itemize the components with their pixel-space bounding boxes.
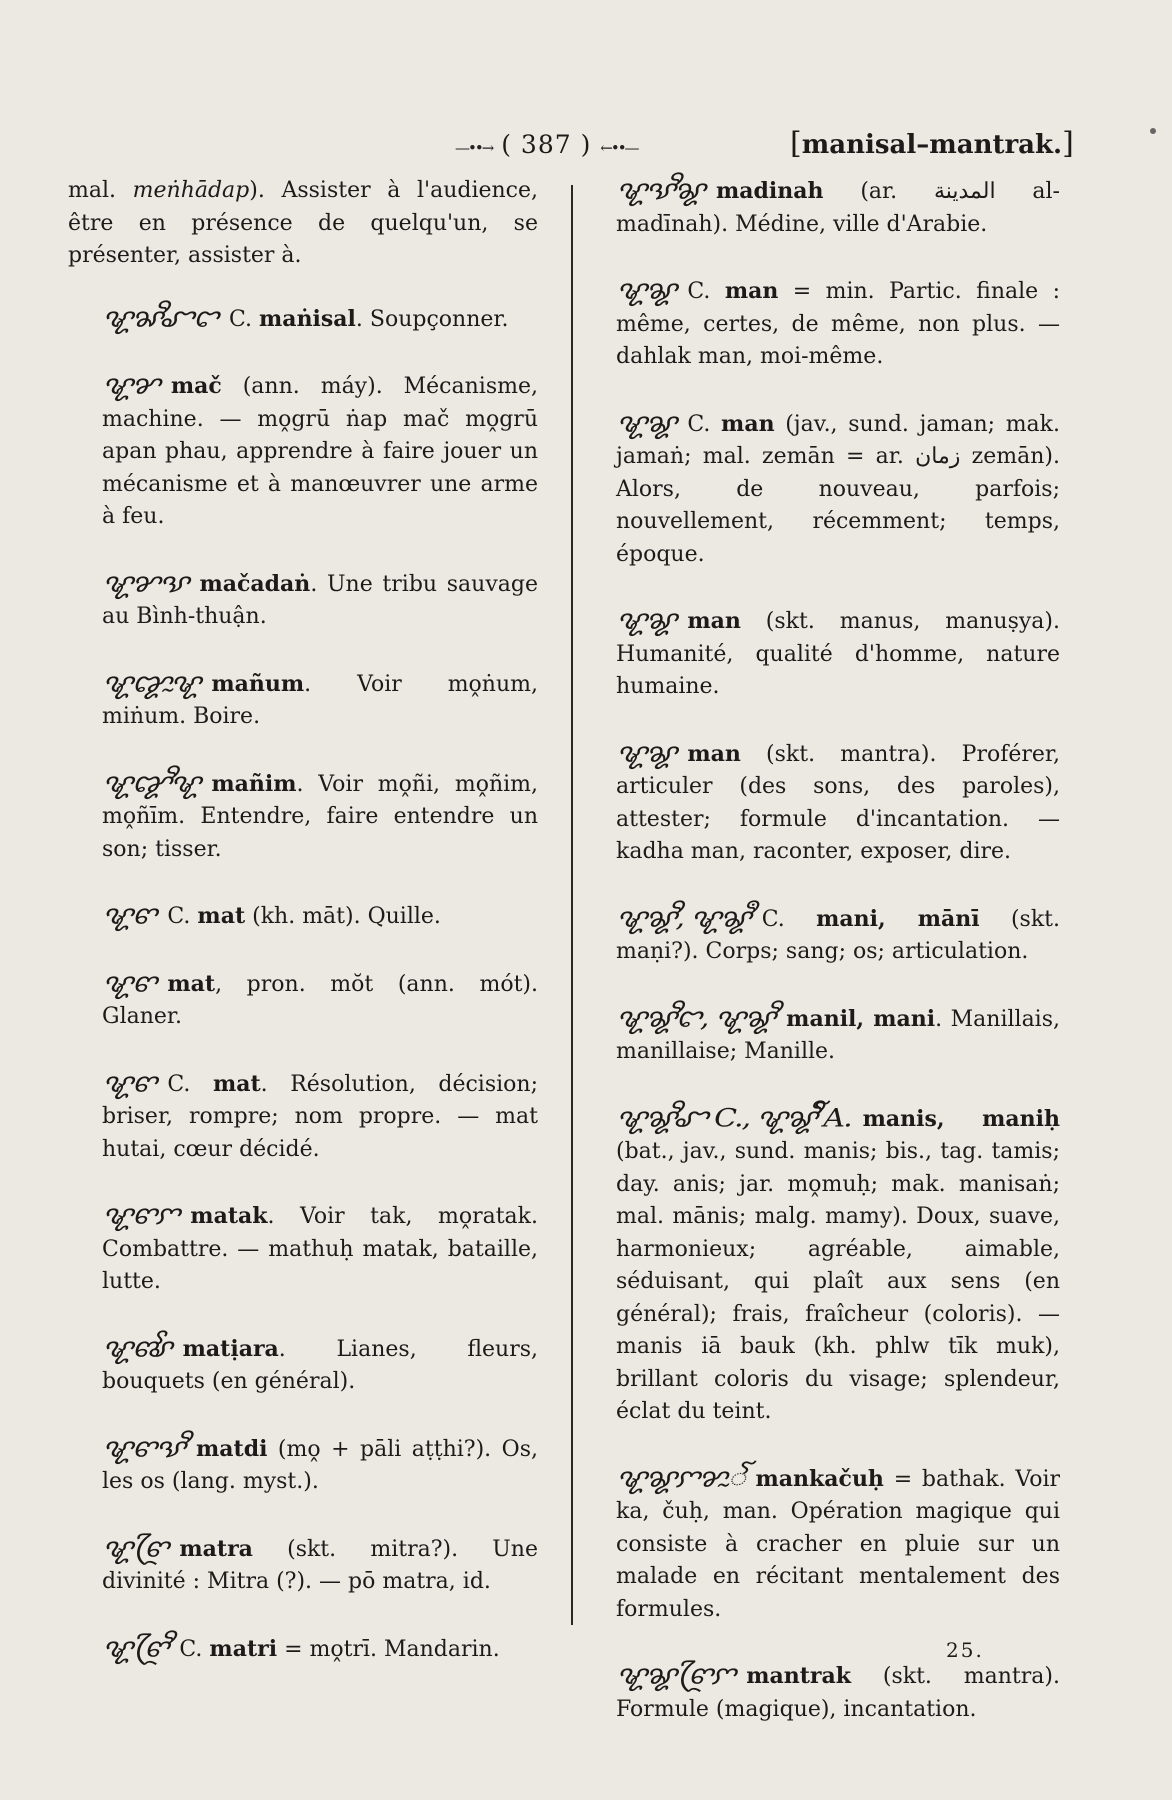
headword: man — [721, 410, 775, 437]
dictionary-entry — [68, 568, 538, 634]
definition: . Voir mo̭ñi, mo̭ñim, mo̭ñīm. Entendre, faire entendre un son; tisser. — [102, 771, 538, 862]
dictionary-entry — [582, 175, 1060, 241]
headword: mankačuḥ — [755, 1465, 884, 1492]
definition: ). Assister à l'audience, être en présence de quelqu'un, se présenter, assister à. — [68, 178, 539, 268]
cham-script-word: ꨠꨘꨪꨧ C., ꨠꨘꨪꨱ A. — [616, 1103, 851, 1133]
entry-lead-text: mal. — [68, 178, 133, 203]
cham-script-word: ꨠꨕꨪꨘ — [616, 175, 704, 206]
headword: madinah — [715, 178, 824, 204]
headword: matịara — [182, 1335, 279, 1362]
headword: maṅisal — [259, 305, 356, 332]
dictionary-entry — [582, 408, 1060, 572]
dictionary-entry — [582, 1103, 1060, 1429]
entry-prefix: C. — [687, 279, 725, 304]
definition: (skt. mitra?). Une divinité : Mitra (?). — pō matra, id. — [102, 1536, 538, 1594]
cham-script-word: ꨠꨓ — [102, 900, 156, 931]
definition: . Une tribu sauvage au Bình-thuận. — [102, 571, 538, 629]
definition: (ar. المدينة al-madīnah). Médine, ville d'Arabie. — [616, 179, 1060, 237]
cham-script-word: ꨠꨘ — [616, 738, 676, 768]
headword: matdi — [196, 1435, 268, 1462]
entry-prefix: C. — [228, 306, 260, 332]
entry-italic-text: meṅhādap — [132, 178, 250, 203]
headword: mat — [167, 970, 216, 997]
headword: man — [687, 608, 741, 634]
cham-script-word: ꨠꨘꨓꨴꨆ — [616, 1660, 735, 1691]
dictionary-entry — [68, 668, 538, 734]
page-header — [0, 118, 1172, 168]
entry-prefix: C. — [179, 1636, 210, 1662]
cham-script-word: ꨠꨘꨆꨌꨭꨱ — [616, 1463, 744, 1493]
cham-script-word: ꨠꨘ — [616, 408, 676, 438]
cham-script-word: ꨠꨓꨩꨣ — [102, 1333, 171, 1363]
cham-script-word: ꨠꨗꨪꨧꨤ — [102, 303, 217, 333]
definition: (jav., sund. jaman; mak. jamaṅ; mal. zemān = ar. زمان zemān). Alors, de nouveau, parfois; nouvellement, récemment; temps, époque. — [616, 411, 1061, 567]
definition: (skt. maṇi?). Corps; sang; os; articulation. — [616, 906, 1061, 964]
definition: . Résolution, décision; briser, rompre; nom propre. — mat hutai, cœur décidé. — [102, 1071, 538, 1162]
headword: mač — [170, 373, 222, 399]
cham-script-word: ꨠꨓꨕꨪ — [102, 1433, 184, 1463]
headword: mat — [212, 1070, 261, 1097]
dictionary-entry — [68, 1068, 538, 1167]
definition: = bathak. Voir ka, čuḥ, man. Opération magique qui consiste à cracher en pluie sur un malade en récitant mentalement des formules. — [616, 1466, 1060, 1622]
headword: manis, maniḥ — [862, 1105, 1060, 1132]
entry-prefix: C. — [167, 1071, 213, 1097]
cham-script-word: ꨠꨘꨪ, ꨠꨘꨫ — [616, 903, 750, 933]
ornament-right: ←••— — [600, 139, 638, 157]
headword: matra — [179, 1535, 253, 1562]
entry-prefix: C. — [687, 411, 722, 437]
dictionary-entry — [582, 738, 1060, 869]
headword: mat — [197, 903, 246, 929]
definition: . Voir mo̭ṅum, miṅum. Boire. — [102, 671, 538, 729]
cham-script-word: ꨠꨑꨪꨠ — [102, 768, 200, 798]
definition: (ann. máy). Mécanisme, machine. — mo̭grū ṅap mač mo̭grū apan phau, apprendre à faire jouer un mécanisme et à manœuvrer une arme à feu. — [102, 374, 538, 529]
cham-script-word: ꨠꨌ — [102, 370, 159, 401]
dictionary-entry — [582, 1660, 1060, 1726]
headword: man — [687, 740, 741, 767]
cham-script-word: ꨠꨘ — [616, 605, 676, 636]
definition: . Lianes, fleurs, bouquets (en général). — [102, 1336, 538, 1394]
dictionary-entry — [582, 275, 1060, 374]
cham-script-word: ꨠꨓꨆ — [102, 1200, 179, 1231]
right-column — [582, 175, 1060, 1760]
definition: , pron. mŏt (ann. mót). Glaner. — [102, 971, 538, 1029]
dictionary-entry — [582, 903, 1060, 969]
headword: man — [724, 278, 779, 304]
entry-prefix: C. — [167, 904, 198, 929]
cham-script-word: ꨠꨘꨪꨤ, ꨠꨘꨪ — [616, 1003, 775, 1033]
definition: (bat., jav., sund. manis; bis., tag. tamis; day. anis; jar. mo̭muḥ; mak. manisaṅ; mal. mānis; malg. mamy). Doux, suave, harmonieux; agréable, aimable, séduisant, qui plaît aux sens (en général); frais, fraîcheur (coloris). — manis iā bauk (kh. phlw tīk muk), brillant coloris du visage; splendeur, éclat du teint. — [616, 1139, 1060, 1424]
dictionary-entry — [68, 768, 538, 867]
page-number-text: ( 387 ) — [501, 130, 592, 159]
dictionary-entry — [68, 1633, 538, 1667]
dictionary-entry — [68, 175, 538, 273]
headword: mantrak — [746, 1663, 851, 1689]
headword: mačadaṅ — [199, 570, 311, 597]
dictionary-entry — [68, 1433, 538, 1499]
headword: matri — [209, 1635, 278, 1662]
definition: = min. Partic. finale : même, certes, de même, non plus. — dahlak man, moi-même. — [616, 279, 1060, 369]
dictionary-entry — [68, 370, 538, 534]
entry-prefix: C. — [761, 906, 817, 932]
cham-script-word: ꨠꨓꨴ — [102, 1533, 168, 1563]
left-column — [68, 175, 538, 1700]
running-head-text: manisal–mantrak. — [801, 130, 1063, 160]
definition: (skt. mantra). Formule (magique), incantation. — [616, 1664, 1060, 1722]
headword: mañim — [211, 770, 297, 797]
ornament-left: —••→ — [455, 139, 493, 157]
dictionary-entry — [68, 1333, 538, 1399]
headword: mañum — [211, 670, 305, 697]
dictionary-entry — [68, 968, 538, 1034]
cham-script-word: ꨠꨓꨴꨪ — [102, 1633, 168, 1663]
column-divider — [571, 185, 573, 1625]
headword: matak — [190, 1203, 268, 1229]
dictionary-entry — [68, 1533, 538, 1599]
dictionary-entry — [582, 1463, 1060, 1627]
dictionary-entry — [582, 605, 1060, 704]
definition: = mo̭trī. Mandarin. — [277, 1636, 500, 1662]
definition: (kh. māt). Quille. — [245, 904, 441, 929]
dictionary-entry — [582, 1003, 1060, 1069]
running-head: [manisal–mantrak.] — [790, 126, 1074, 161]
definition: (skt. manus, manuṣya). Humanité, qualité d'homme, nature humaine. — [616, 609, 1060, 699]
headword: mani, mānī — [816, 905, 980, 932]
definition: . Manillais, manillaise; Manille. — [616, 1006, 1060, 1064]
cham-script-word: ꨠꨓ — [102, 968, 156, 998]
definition: . Voir tak, mo̭ratak. Combattre. — mathuḥ matak, bataille, lutte. — [102, 1204, 538, 1294]
dictionary-entry — [68, 1200, 538, 1299]
cham-script-word: ꨠꨘ — [616, 275, 676, 306]
headword: manil, mani — [786, 1005, 936, 1032]
cham-script-word: ꨠꨑꨭꨠ — [102, 668, 200, 698]
cham-script-word: ꨠꨓ — [102, 1068, 156, 1098]
page-number — [455, 130, 638, 159]
dictionary-entry — [68, 303, 538, 337]
signature-mark: 25. — [946, 1638, 984, 1662]
definition: . Soupçonner. — [355, 306, 509, 332]
definition: (mo̭ + pāli aṭṭhi?). Os, les os (lang. myst.). — [102, 1436, 538, 1494]
definition: (skt. mantra). Proférer, articuler (des sons, des paroles), attester; formule d'incantation. — kadha man, raconter, exposer, dire. — [616, 741, 1060, 864]
cham-script-word: ꨠꨌꨕ — [102, 568, 188, 598]
dictionary-entry — [68, 900, 538, 934]
